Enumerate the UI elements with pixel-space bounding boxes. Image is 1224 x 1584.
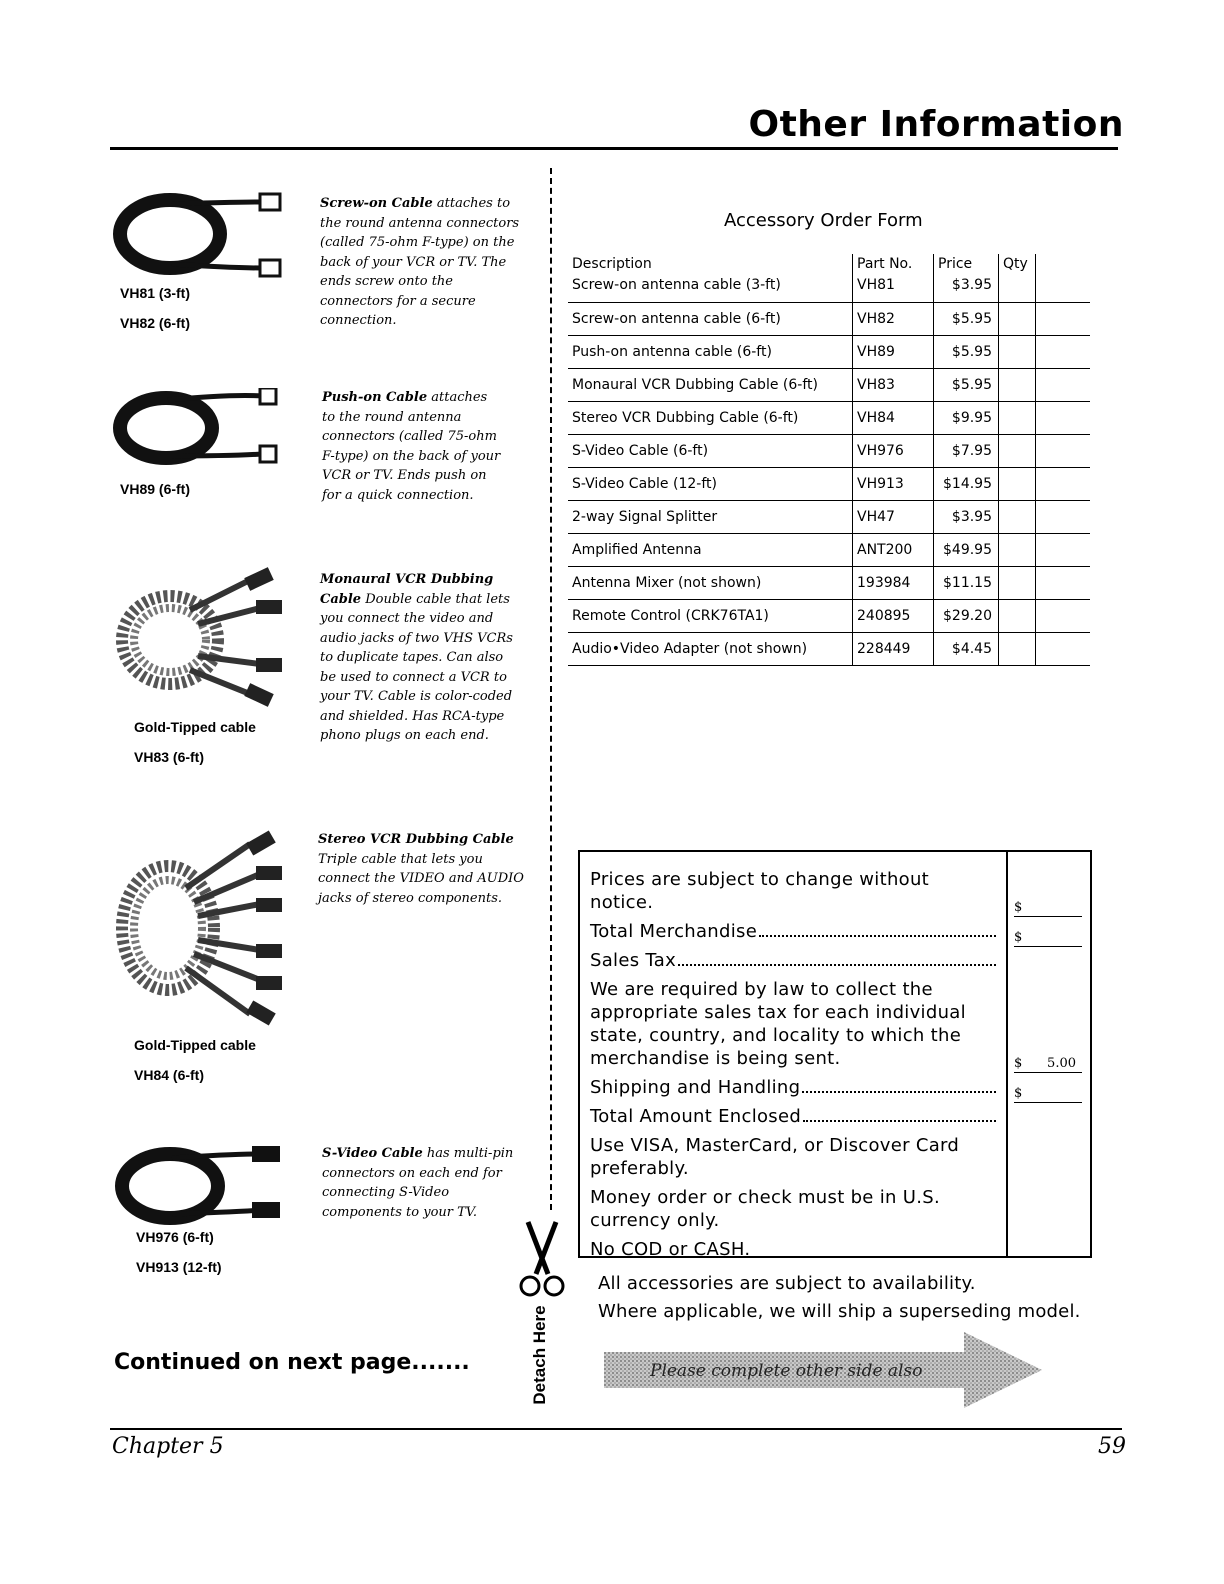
stereo-dubbing-cable-image bbox=[110, 828, 290, 1028]
order-cell-extra bbox=[1036, 402, 1091, 435]
product-label: VH81 (3-ft) bbox=[120, 285, 191, 301]
order-row-desc: Stereo VCR Dubbing Cable (6-ft) bbox=[568, 402, 853, 435]
header-part-no: Part No. bbox=[857, 256, 913, 272]
qty-input[interactable] bbox=[999, 501, 1036, 534]
product-name: Screw-on Cable bbox=[320, 196, 433, 211]
page-number: 59 bbox=[1098, 1434, 1126, 1459]
product-label: VH913 (12-ft) bbox=[136, 1259, 222, 1275]
currency-symbol: $ bbox=[1014, 1086, 1023, 1101]
shipping-row bbox=[590, 1076, 998, 1099]
product-name: S-Video Cable bbox=[322, 1146, 423, 1161]
product-desc-text: Double cable that lets you connect the video and audio jacks of two VHS VCRs to duplicate tapes. Can also be used to connect a VCR to your TV. Cable is color-coded and shielded. Has RCA-type phono plugs on each end. bbox=[320, 591, 513, 743]
shipping-label: Shipping and Handling bbox=[590, 1077, 801, 1098]
product-description bbox=[318, 830, 528, 908]
order-cell-extra bbox=[1036, 435, 1091, 468]
product-label: VH89 (6-ft) bbox=[120, 481, 191, 497]
order-row-desc: S-Video Cable (6-ft) bbox=[568, 435, 853, 468]
order-row bbox=[568, 600, 1090, 633]
qty-input[interactable] bbox=[999, 254, 1036, 303]
cod-note: No COD or CASH. bbox=[590, 1239, 751, 1260]
order-row-desc: Audio•Video Adapter (not shown) bbox=[568, 633, 853, 666]
order-row-price: $9.95 bbox=[934, 402, 999, 435]
tax-note: We are required by law to collect the appropriate sales tax for each individual state, country, and locality to which the merchandise is being sent. bbox=[590, 979, 966, 1069]
order-row-part: 240895 bbox=[853, 600, 934, 633]
money-order-note: Money order or check must be in U.S. currency only. bbox=[590, 1187, 940, 1231]
footer-chapter: Chapter 5 bbox=[112, 1434, 224, 1459]
total-merchandise-row bbox=[590, 920, 998, 943]
payment-note: Use VISA, MasterCard, or Discover Card preferably. bbox=[590, 1135, 960, 1179]
order-cell-extra bbox=[1036, 369, 1091, 402]
arrow-text: Please complete other side also bbox=[650, 1361, 923, 1381]
order-row-part: ANT200 bbox=[853, 534, 934, 567]
order-row bbox=[568, 303, 1090, 336]
product-desc-text: Triple cable that lets you connect the VIDEO and AUDIO jacks of stereo components. bbox=[318, 851, 524, 906]
order-row-part: VH84 bbox=[853, 402, 934, 435]
qty-input[interactable] bbox=[999, 369, 1036, 402]
product-desc-text: attaches to the round antenna connectors (called 75-ohm F-type) on the back of your VCR or TV. The ends screw onto the connectors for a secure connection. bbox=[320, 196, 520, 328]
order-row-price: $7.95 bbox=[934, 435, 999, 468]
push-on-cable-image bbox=[112, 388, 282, 468]
order-row bbox=[568, 534, 1090, 567]
header-rule bbox=[110, 147, 1118, 150]
order-row-desc: Remote Control (CRK76TA1) bbox=[568, 600, 853, 633]
product-description bbox=[322, 1144, 522, 1222]
order-row-part: VH89 bbox=[853, 336, 934, 369]
product-name: Push-on Cable bbox=[322, 390, 428, 405]
header-qty: Qty bbox=[1003, 256, 1028, 272]
merchandise-amount-field[interactable] bbox=[1014, 900, 1082, 917]
qty-input[interactable] bbox=[999, 336, 1036, 369]
order-row-price: $11.15 bbox=[934, 567, 999, 600]
order-row-price: $5.95 bbox=[934, 369, 999, 402]
product-name: Stereo VCR Dubbing Cable bbox=[318, 832, 514, 847]
order-cell-extra bbox=[1036, 501, 1091, 534]
availability-line: Where applicable, we will ship a superseding model. bbox=[598, 1301, 1081, 1322]
order-row-desc: Screw-on antenna cable (3-ft) bbox=[572, 277, 781, 293]
order-row-part: VH913 bbox=[853, 468, 934, 501]
sales-tax-row bbox=[590, 949, 998, 972]
totals-text bbox=[590, 868, 998, 1267]
header-description: Description bbox=[572, 256, 652, 272]
order-row-part: 228449 bbox=[853, 633, 934, 666]
sales-tax-amount-field[interactable] bbox=[1014, 930, 1082, 947]
product-description bbox=[322, 388, 502, 505]
order-cell-desc bbox=[568, 254, 853, 303]
product-description bbox=[320, 570, 520, 746]
order-row bbox=[568, 501, 1090, 534]
qty-input[interactable] bbox=[999, 567, 1036, 600]
order-cell-extra bbox=[1036, 600, 1091, 633]
product-label: VH84 (6-ft) bbox=[134, 1067, 205, 1083]
availability-notes bbox=[598, 1270, 1081, 1326]
product-label: VH82 (6-ft) bbox=[120, 315, 191, 331]
product-desc-text: attaches to the round antenna connectors (called 75-ohm F-type) on the back of your VCR or TV. Ends push on for a quick connection. bbox=[322, 390, 501, 503]
order-cell-extra bbox=[1036, 534, 1091, 567]
arrow-icon bbox=[604, 1332, 1044, 1408]
qty-input[interactable] bbox=[999, 534, 1036, 567]
order-row-part: VH83 bbox=[853, 369, 934, 402]
product-description bbox=[320, 194, 520, 331]
product-name: Monaural VCR Dubbing Cable bbox=[320, 572, 494, 607]
qty-input[interactable] bbox=[999, 468, 1036, 501]
order-row-price: $3.95 bbox=[934, 501, 999, 534]
order-cell-price bbox=[934, 254, 999, 303]
product-desc-text: has multi-pin connectors on each end for connecting S-Video components to your TV. bbox=[322, 1146, 514, 1220]
total-enclosed-row bbox=[590, 1105, 998, 1128]
order-row-desc: S-Video Cable (12-ft) bbox=[568, 468, 853, 501]
order-cell-extra bbox=[1036, 633, 1091, 666]
order-row bbox=[568, 468, 1090, 501]
screw-on-cable-image bbox=[112, 188, 282, 278]
order-row-price: $3.95 bbox=[951, 277, 992, 293]
product-label: VH976 (6-ft) bbox=[136, 1229, 214, 1245]
order-table bbox=[568, 254, 1090, 666]
footer-rule bbox=[110, 1428, 1122, 1430]
scissors-icon bbox=[514, 1218, 570, 1302]
order-cell-extra bbox=[1036, 468, 1091, 501]
product-label: Gold-Tipped cable bbox=[134, 719, 256, 735]
order-row-part: VH47 bbox=[853, 501, 934, 534]
order-row-part: VH976 bbox=[853, 435, 934, 468]
order-table-header bbox=[568, 254, 1090, 303]
order-row-part: VH81 bbox=[857, 277, 895, 293]
product-label: Gold-Tipped cable bbox=[134, 1037, 256, 1053]
order-cell-extra bbox=[1036, 303, 1091, 336]
order-row bbox=[568, 336, 1090, 369]
order-row-price: $5.95 bbox=[934, 303, 999, 336]
order-cell-extra bbox=[1036, 254, 1091, 303]
s-video-cable-image bbox=[112, 1140, 292, 1230]
order-cell-extra bbox=[1036, 336, 1091, 369]
order-row-price: $29.20 bbox=[934, 600, 999, 633]
price-notice: Prices are subject to change without notice. bbox=[590, 869, 930, 913]
cut-line bbox=[550, 168, 552, 1210]
order-row-desc: Screw-on antenna cable (6-ft) bbox=[568, 303, 853, 336]
page-title: Other Information bbox=[748, 104, 1124, 145]
shipping-amount-field bbox=[1014, 1056, 1082, 1073]
order-row-desc: Monaural VCR Dubbing Cable (6-ft) bbox=[568, 369, 853, 402]
sales-tax-label: Sales Tax bbox=[590, 950, 677, 971]
order-row-price: $14.95 bbox=[934, 468, 999, 501]
order-row-part: 193984 bbox=[853, 567, 934, 600]
qty-input[interactable] bbox=[999, 402, 1036, 435]
header-price: Price bbox=[938, 256, 973, 272]
order-row bbox=[568, 369, 1090, 402]
order-form-title: Accessory Order Form bbox=[724, 210, 923, 231]
order-row-desc: Amplified Antenna bbox=[568, 534, 853, 567]
totals-divider bbox=[1006, 850, 1008, 1256]
order-row-price: $49.95 bbox=[934, 534, 999, 567]
order-row-part: VH82 bbox=[853, 303, 934, 336]
currency-symbol: $ bbox=[1014, 900, 1023, 915]
monaural-dubbing-cable-image bbox=[110, 560, 290, 710]
qty-input[interactable] bbox=[999, 600, 1036, 633]
shipping-amount: 5.00 bbox=[1047, 1056, 1076, 1071]
qty-input[interactable] bbox=[999, 303, 1036, 336]
qty-input[interactable] bbox=[999, 435, 1036, 468]
qty-input[interactable] bbox=[999, 633, 1036, 666]
order-row bbox=[568, 402, 1090, 435]
total-merchandise-label: Total Merchandise bbox=[590, 921, 758, 942]
order-row bbox=[568, 435, 1090, 468]
order-row bbox=[568, 567, 1090, 600]
order-cell-extra bbox=[1036, 567, 1091, 600]
order-row bbox=[568, 633, 1090, 666]
total-enclosed-label: Total Amount Enclosed bbox=[590, 1106, 802, 1127]
order-cell-part bbox=[853, 254, 934, 303]
order-row-desc: 2-way Signal Splitter bbox=[568, 501, 853, 534]
order-row-desc: Antenna Mixer (not shown) bbox=[568, 567, 853, 600]
total-amount-field[interactable] bbox=[1014, 1086, 1082, 1103]
detach-label: Detach Here bbox=[530, 1305, 549, 1405]
currency-symbol: $ bbox=[1014, 1056, 1023, 1071]
availability-line: All accessories are subject to availability. bbox=[598, 1273, 976, 1294]
order-row-price: $4.45 bbox=[934, 633, 999, 666]
order-row-desc: Push-on antenna cable (6-ft) bbox=[568, 336, 853, 369]
continued-note: Continued on next page....... bbox=[114, 1350, 470, 1375]
currency-symbol: $ bbox=[1014, 930, 1023, 945]
order-row-price: $5.95 bbox=[934, 336, 999, 369]
product-label: VH83 (6-ft) bbox=[134, 749, 205, 765]
